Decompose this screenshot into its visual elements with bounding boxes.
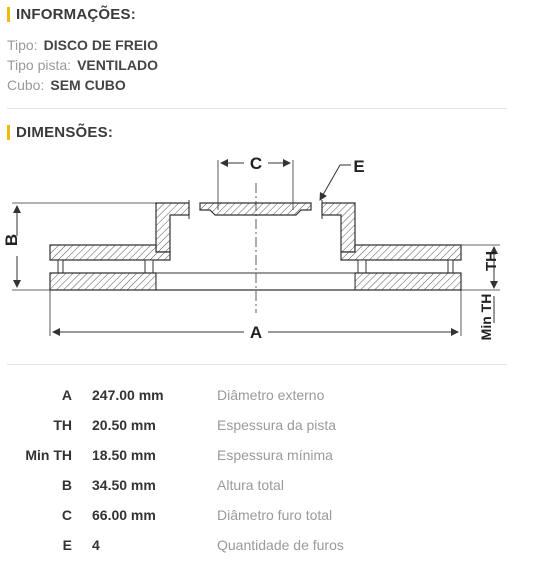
dimensions-table: [0, 381, 535, 561]
dimension-a: [50, 290, 461, 342]
brake-disc-diagram: [0, 148, 535, 353]
dimension-e: [320, 157, 365, 200]
info-key: Cubo:: [7, 77, 45, 93]
table-row: [0, 441, 535, 471]
dimension-code: E: [62, 537, 72, 553]
info-row-cubo: [7, 75, 158, 95]
table-row: [0, 531, 535, 561]
dimension-code: C: [61, 507, 72, 523]
info-title-text: INFORMAÇÕES:: [16, 6, 136, 23]
dimension-value: 34.50 mm: [92, 477, 156, 493]
info-row-tipo-pista: [7, 55, 158, 75]
dimension-value: 247.00 mm: [92, 387, 164, 403]
info-key: Tipo pista:: [7, 57, 72, 73]
label-min-th: Min TH: [478, 293, 494, 341]
dimension-description: Espessura mínima: [217, 447, 333, 463]
dimension-value: 18.50 mm: [92, 447, 156, 463]
label-b: B: [2, 233, 21, 247]
dimension-code: Min TH: [25, 447, 72, 463]
dimension-c: [218, 154, 293, 210]
accent-bar: [7, 125, 10, 140]
label-a: A: [249, 323, 263, 342]
dimension-code: B: [61, 477, 72, 493]
label-c: C: [249, 154, 263, 173]
divider: [7, 108, 507, 109]
dimension-value: 20.50 mm: [92, 417, 156, 433]
table-row: [0, 381, 535, 411]
accent-bar: [7, 7, 10, 22]
table-row: [0, 501, 535, 531]
dimension-code: A: [61, 387, 72, 403]
info-key: Tipo:: [7, 37, 38, 53]
info-section-title: [7, 6, 136, 23]
dimensions-title-text: DIMENSÕES:: [16, 124, 114, 141]
dimension-description: Diâmetro furo total: [217, 507, 333, 523]
dimension-description: Espessura da pista: [217, 417, 337, 433]
label-e: E: [353, 157, 365, 176]
label-th: TH: [483, 251, 500, 271]
dimension-description: Altura total: [217, 477, 284, 493]
dimensions-section-title: [7, 124, 113, 141]
dimension-description: Quantidade de furos: [217, 537, 344, 553]
table-row: [0, 411, 535, 441]
disc-section: [50, 200, 461, 290]
table-row: [0, 471, 535, 501]
dimension-description: Diâmetro externo: [217, 387, 325, 403]
dimension-value: 66.00 mm: [92, 507, 156, 523]
dimension-th: [461, 245, 500, 290]
dimension-min-th: [478, 294, 494, 341]
divider: [7, 364, 507, 365]
info-value: VENTILADO: [77, 57, 158, 73]
info-list: [7, 35, 158, 95]
dimension-code: TH: [53, 417, 72, 433]
info-value: SEM CUBO: [50, 77, 126, 93]
info-value: DISCO DE FREIO: [43, 37, 158, 53]
dimension-value: 4: [92, 537, 100, 553]
info-row-tipo: [7, 35, 158, 55]
